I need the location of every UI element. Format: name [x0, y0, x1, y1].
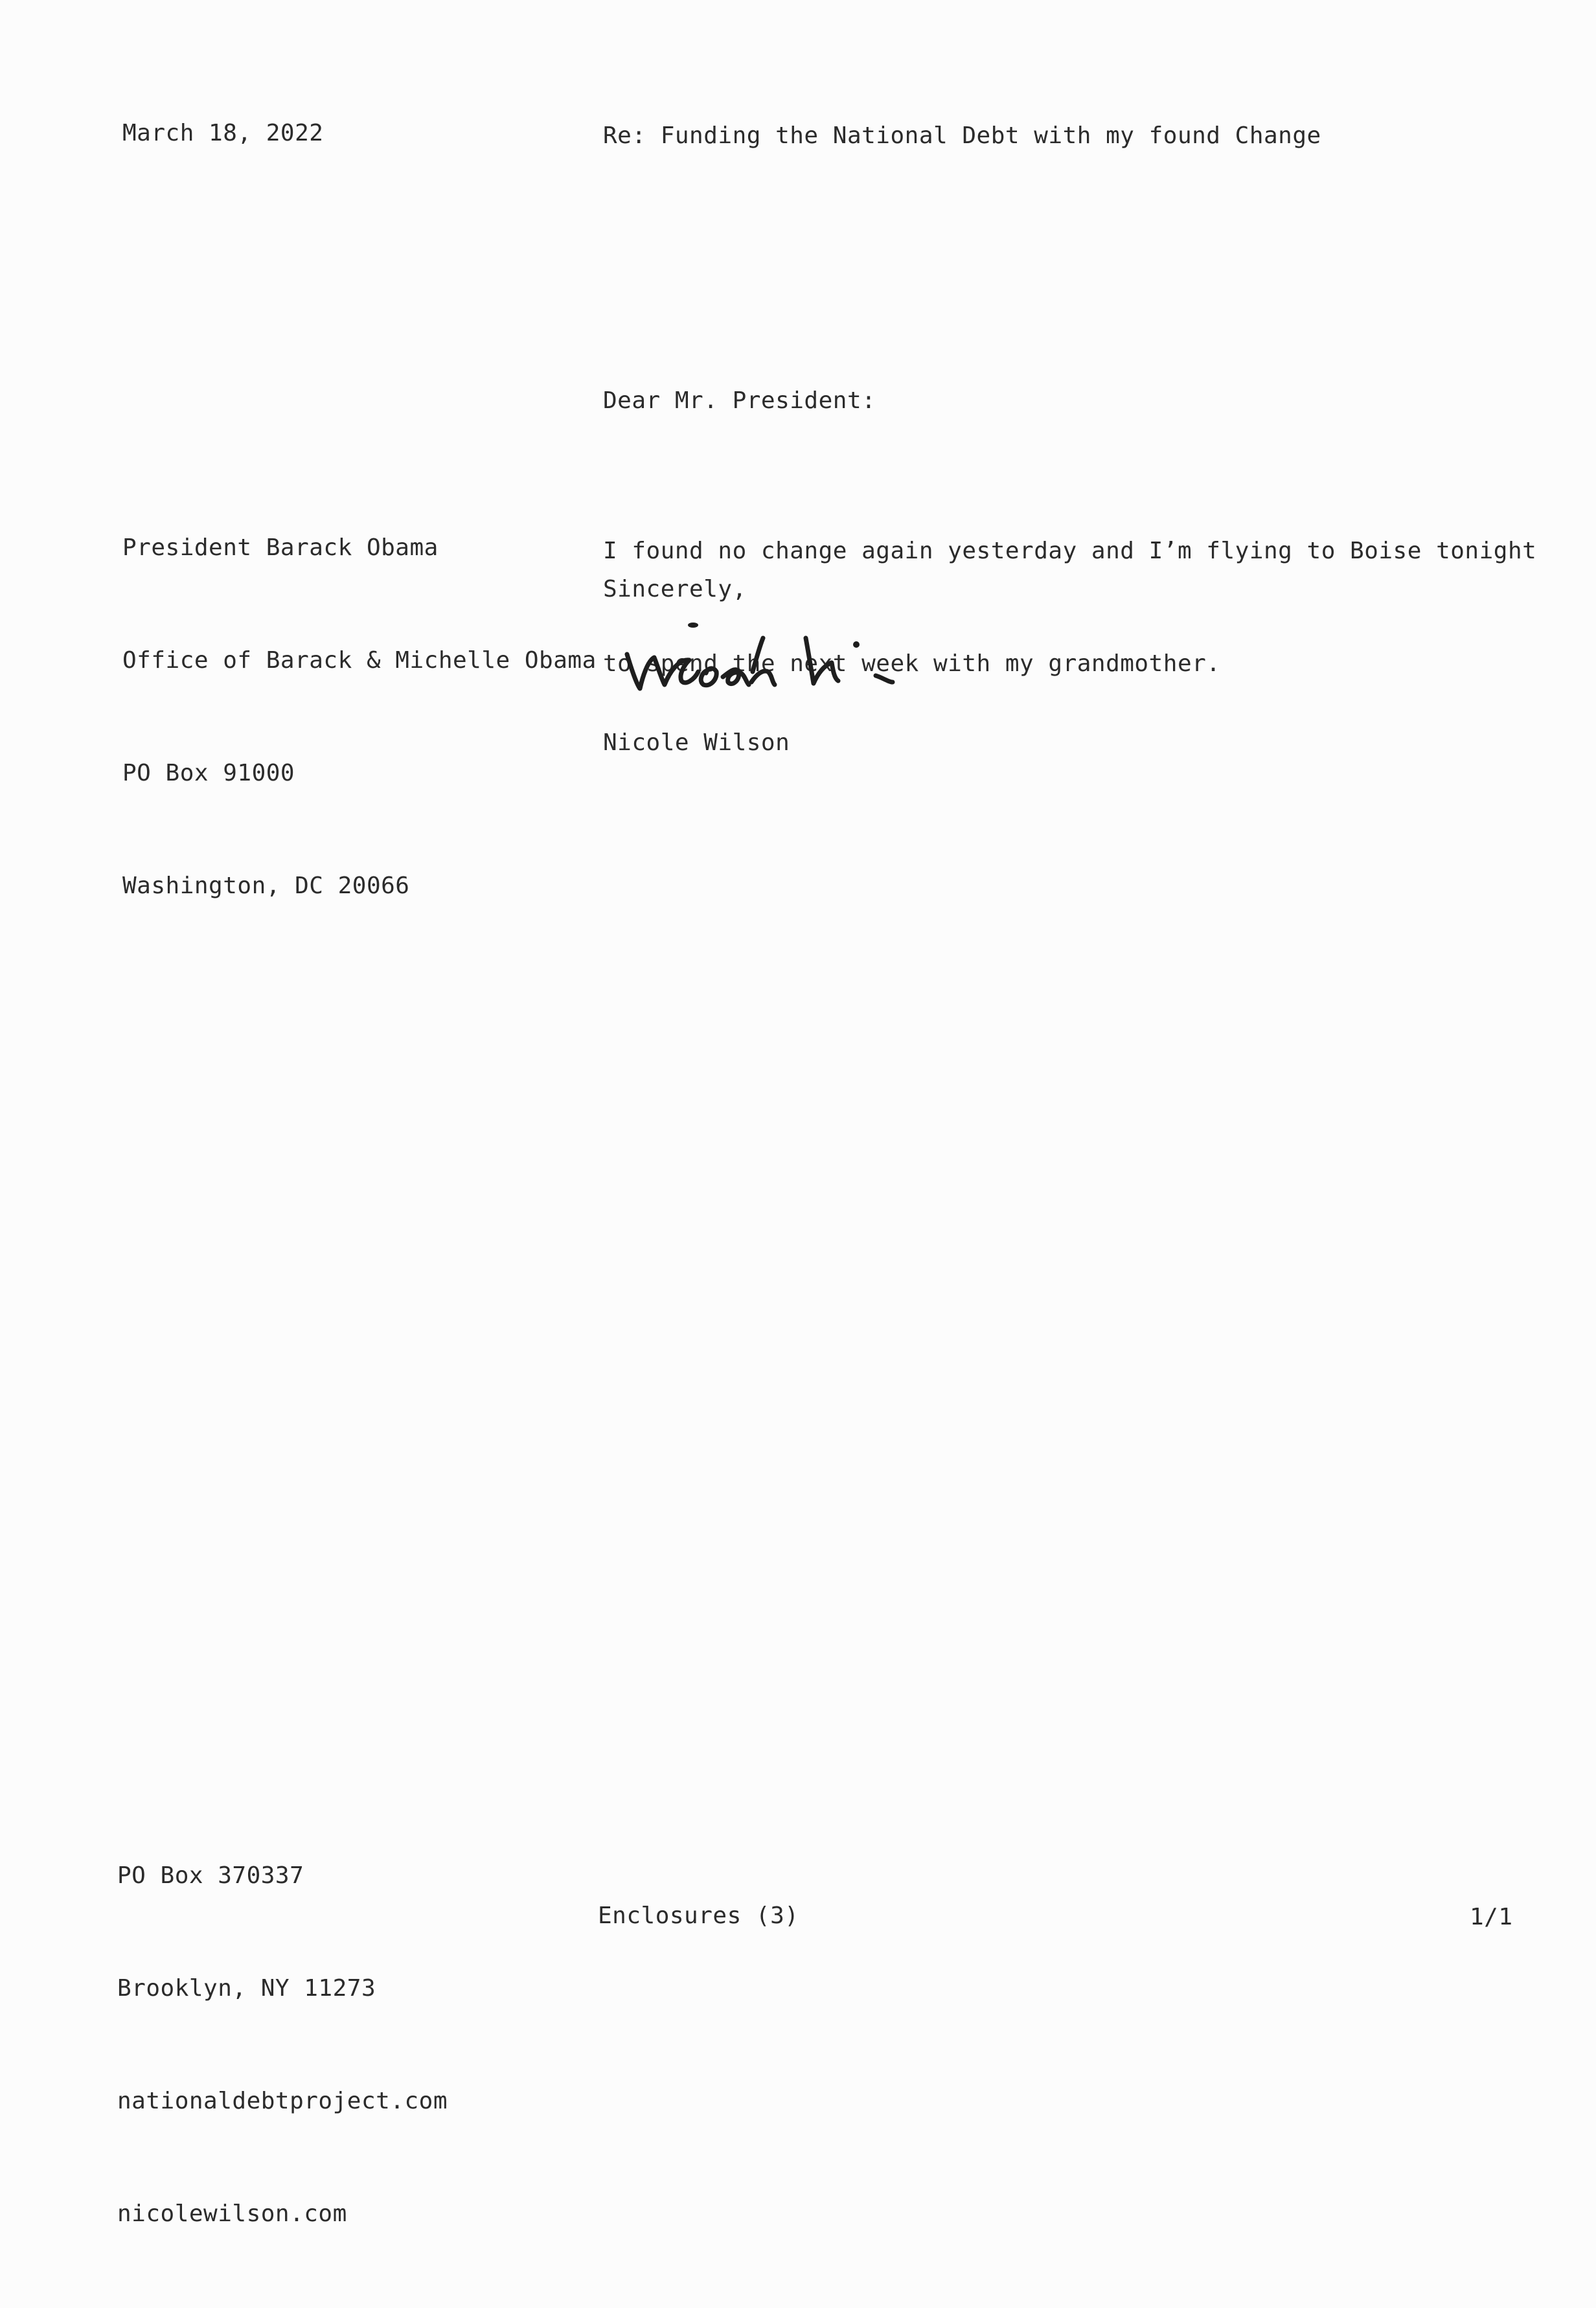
- recipient-line: President Barack Obama: [122, 534, 439, 561]
- recipient-address: [122, 454, 597, 980]
- recipient-line: Office of Barack & Michelle Obama: [122, 647, 597, 674]
- letter-subject: Re: Funding the National Debt with my found Change: [603, 122, 1321, 149]
- signer-name: Nicole Wilson: [603, 729, 790, 756]
- sender-line: Brooklyn, NY 11273: [117, 1975, 376, 2002]
- sender-line: nationaldebtproject.com: [117, 2088, 448, 2114]
- sender-line: PO Box 370337: [117, 1862, 304, 1889]
- closing: Sincerely,: [603, 576, 747, 602]
- salutation: Dear Mr. President:: [603, 387, 876, 414]
- recipient-line: PO Box 91000: [122, 760, 295, 786]
- page-number: 1/1: [1470, 1904, 1513, 1930]
- letter-date: March 18, 2022: [122, 120, 324, 146]
- enclosures-note: Enclosures (3): [598, 1902, 799, 1929]
- handwritten-signature: [622, 612, 959, 709]
- sender-line: nicolewilson.com: [117, 2200, 347, 2227]
- body-line: I found no change again yesterday and I’m flying to Boise tonight: [603, 538, 1537, 564]
- sender-address: [117, 1782, 448, 2308]
- recipient-line: Washington, DC 20066: [122, 873, 410, 899]
- body-line: to spend the next week with my grandmother.: [603, 650, 1221, 677]
